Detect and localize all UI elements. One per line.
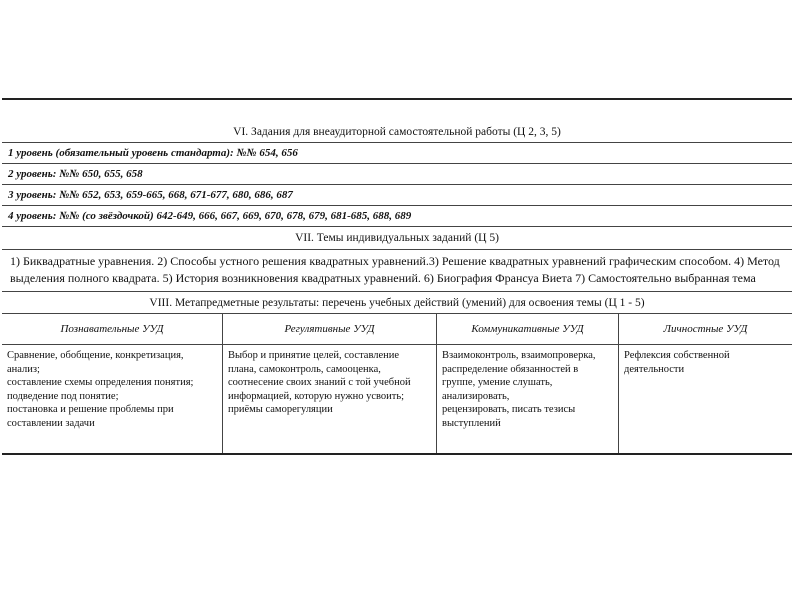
- level-2-row: [2, 164, 792, 185]
- level-2-text: 2 уровень: №№ 650, 655, 658: [8, 168, 143, 180]
- level-4-text: 4 уровень: №№ (со звёздочкой) 642-649, 666, 667, 669, 670, 678, 679, 681-685, 688, 689: [8, 210, 412, 222]
- header-regulatory-uud: Регулятивные УУД: [223, 314, 437, 345]
- section-6-title-text: VI. Задания для внеаудиторной самостоятельной работы (Ц 2, 3, 5): [233, 126, 561, 138]
- cell-line: анализ;: [7, 363, 40, 375]
- header-personal-uud: Личностные УУД: [619, 314, 792, 345]
- section-7-title: [2, 227, 792, 250]
- cell-line: плана, самоконтроль, самооценка,: [228, 363, 381, 375]
- cell-line: распределение обязанностей в: [442, 363, 579, 375]
- cell-line: составлении задачи: [7, 417, 95, 429]
- topics-line-2: выделения полного квадрата. 5) История возникновения квадратных уравнений. 6) Биография Франсуа Виета 7) Самостоятельно выбранная тема: [10, 271, 756, 285]
- cell-line: рецензировать, писать тезисы: [442, 404, 576, 415]
- cell-communicative-uud: [437, 345, 619, 453]
- header-communicative-uud: Коммуникативные УУД: [437, 314, 619, 345]
- level-4-row: [2, 206, 792, 227]
- cell-line: подведение под понятие;: [7, 390, 119, 402]
- header-cognitive-uud: Познавательные УУД: [2, 314, 223, 345]
- lesson-plan-table: [2, 98, 792, 455]
- topics-line-1: 1) Биквадратные уравнения. 2) Способы устного решения квадратных уравнений.3) Решение квадратных уравнений графическим способом. 4) Метод: [10, 254, 780, 268]
- level-1-text: 1 уровень (обязательный уровень стандарта): №№ 654, 656: [8, 147, 298, 159]
- cell-line: Выбор и принятие целей, составление: [228, 350, 400, 361]
- uud-table: [2, 314, 792, 453]
- cell-regulatory-uud: [223, 345, 437, 453]
- cell-line: Сравнение, обобщение, конкретизация,: [7, 350, 184, 361]
- cell-line: деятельности: [624, 363, 685, 375]
- section-8-title-text: VIII. Метапредметные результаты: перечень учебных действий (умений) для освоения темы (Ц 1 - 5): [149, 297, 645, 309]
- individual-topics: [2, 250, 792, 292]
- cell-line: группе, умение слушать, анализировать,: [442, 377, 553, 402]
- section-6-title: [2, 100, 792, 143]
- level-3-row: [2, 185, 792, 206]
- cell-line: Взаимоконтроль, взаимопроверка,: [442, 350, 596, 361]
- section-8-title: [2, 292, 792, 314]
- cell-cognitive-uud: [2, 345, 223, 453]
- cell-line: информацией, которую нужно усвоить;: [228, 390, 405, 402]
- cell-line: соотнесение своих знаний с той учебной: [228, 377, 411, 388]
- cell-line: составление схемы определения понятия;: [7, 377, 194, 388]
- cell-personal-uud: [619, 345, 792, 453]
- cell-line: постановка и решение проблемы при: [7, 404, 174, 415]
- section-7-title-text: VII. Темы индивидуальных заданий (Ц 5): [295, 232, 499, 244]
- cell-line: Рефлексия собственной: [624, 350, 730, 361]
- level-3-text: 3 уровень: №№ 652, 653, 659-665, 668, 671-677, 680, 686, 687: [8, 189, 293, 201]
- level-1-row: [2, 143, 792, 164]
- cell-line: приёмы саморегуляции: [228, 404, 333, 415]
- cell-line: выступлений: [442, 417, 501, 429]
